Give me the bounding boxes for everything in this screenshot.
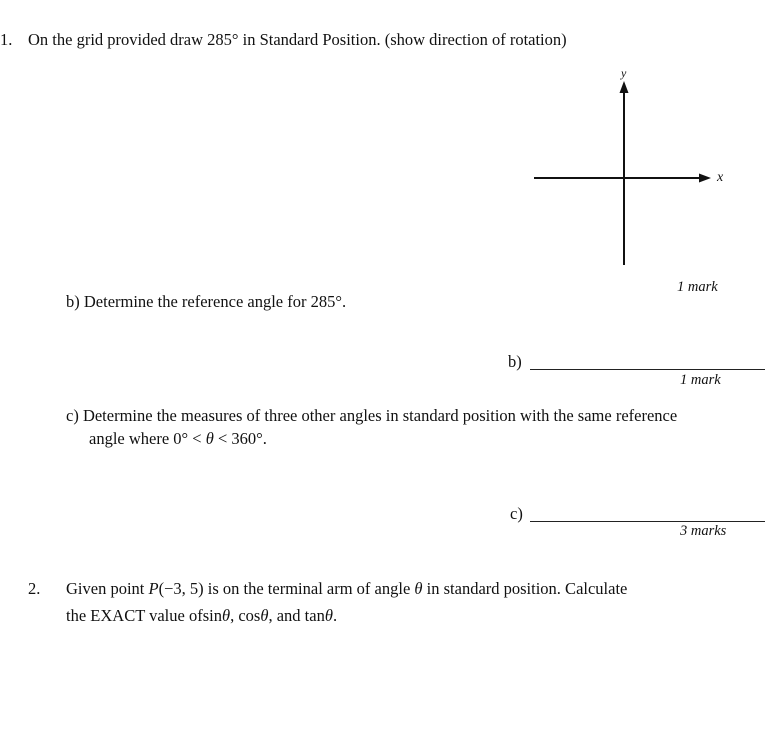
part-c-line2-prefix: angle where 0° < [89, 429, 202, 448]
part-c-prompt-line2 [89, 429, 267, 449]
part-c-prompt-line1: c) Determine the measures of three other angles in standard position with the same reference [66, 406, 678, 425]
question-1-number: 1. [0, 30, 13, 49]
part-c-line2-suffix: < 360°. [217, 429, 267, 448]
theta-symbol: θ [324, 606, 333, 625]
sin-function: sin [202, 606, 222, 625]
part-c-marks: 3 marks [680, 523, 727, 539]
comma: , [230, 606, 235, 625]
question-2-number: 2. [28, 579, 41, 598]
theta-symbol: θ [260, 606, 269, 625]
part-b-marks: 1 mark [680, 372, 721, 388]
part-b-answer-label: b) [508, 352, 522, 371]
q2-text-terminal-arm: is on the terminal arm of angle [207, 579, 411, 598]
point-coords: (−3, 5) [158, 579, 204, 598]
y-axis-arrowhead [620, 81, 629, 93]
part-c-answer-label: c) [510, 504, 523, 523]
q2-text-calculate: in standard position. Calculate [426, 579, 628, 598]
theta-symbol: θ [414, 579, 423, 598]
tan-function: tan [304, 606, 325, 625]
q2-text-given-point: Given point [66, 579, 145, 598]
period: . [332, 606, 338, 625]
part-a-marks: 1 mark [677, 279, 718, 295]
x-axis-label: x [717, 170, 724, 185]
part-b-answer-line[interactable] [530, 369, 765, 370]
x-axis-arrowhead [699, 174, 711, 183]
theta-symbol: θ [221, 606, 231, 625]
question-1-prompt: On the grid provided draw 285° in Standard Position. (show direction of rotation) [28, 30, 567, 49]
point-name: P [148, 579, 159, 598]
question-2-line1 [66, 579, 627, 599]
and-word: and [276, 606, 301, 625]
part-c-answer-line[interactable] [530, 521, 765, 522]
question-2-line2 [66, 606, 337, 626]
theta-symbol: θ [205, 429, 214, 448]
cos-function: cos [238, 606, 261, 625]
q2-text-exact-value: the EXACT value of [66, 606, 203, 625]
y-axis-label: y [621, 66, 627, 80]
part-b-prompt: b) Determine the reference angle for 285°. [66, 292, 347, 311]
comma: , [268, 606, 273, 625]
